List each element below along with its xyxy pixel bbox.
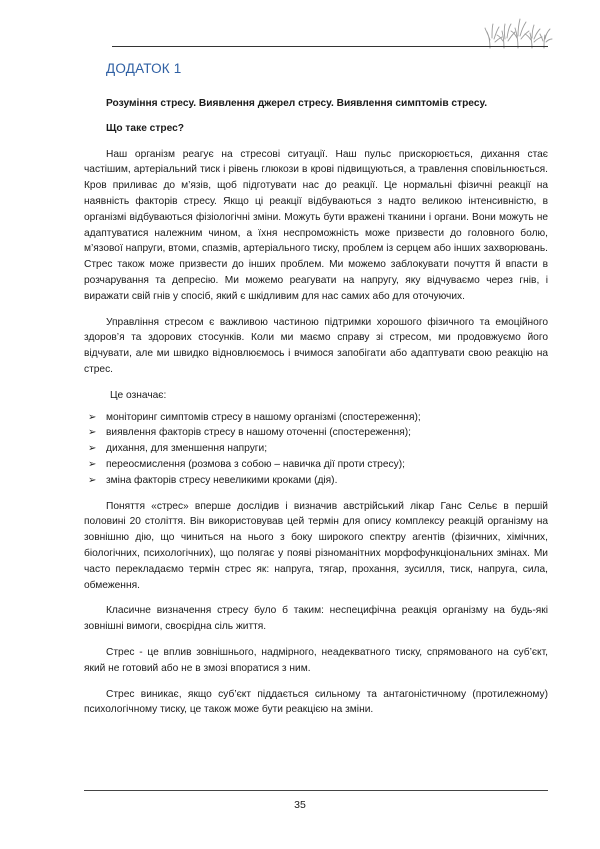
appendix-title: ДОДАТОК 1: [106, 61, 182, 76]
arrow-bullet-icon: ➢: [88, 411, 97, 423]
main-heading: Розуміння стресу. Виявлення джерел стресу. Виявлення симптомів стресу.: [106, 98, 488, 109]
arrow-bullet-icon: ➢: [88, 474, 97, 486]
paragraph-external-pressure: Стрес - це вплив зовнішнього, надмірного, неадекватного тиску, спрямованого на суб’єкт, який не готовий або не в змозі впоратися з ним.: [84, 646, 548, 674]
paragraph-stress-management: Управління стресом є важливою частиною підтримки хорошого фізичного та емоційного здоров’я та здорових стосунків. Коли ми маємо справу зі стресом, ми продовжуємо його відчувати, але ми швидко відновлюємось і вчимося запобігати або адаптувати свою реакцію на стрес.: [84, 316, 548, 375]
paragraph-body-reaction: Наш організм реагує на стресові ситуації. Наш пульс прискорюється, дихання стає частішим, артеріальний тиск і рівень глюкози в крові підвищуються, а травлення сповільнюється. Кров приливає до м’язів, щоб підготувати нас до реакції. Це нормальні фізичні реакції на наявність факторів стресу. Якщо ці реакції відбуваються з надто великою інтенсивністю, в організмі відбуваються фізіологічні зміни. Можуть бути вражені тканини і органи. Вони можуть не адаптуватися належним чином, а їхня неспроможність може призвести до головного болю, м’язової напруги, втоми, спазмів, артеріального тиску, проблем із серцем або інших захворювань. Стрес також може призвести до інших проблем. Ми можемо заблокувати почуття й впасти в розчарування та депресію. Ми можемо реагувати на напругу, яку відчуваємо через гнів, і виражати свій гнів у спосіб, який є шкідливим для нас самих або для оточуючих.: [84, 148, 548, 302]
means-label: Це означає:: [110, 389, 167, 401]
question-heading: Що таке стрес?: [106, 122, 184, 134]
hands-doodle-icon: [484, 14, 554, 50]
bullet-list: [84, 410, 548, 489]
header-rule: [112, 46, 548, 47]
paragraph-selye: Поняття «стрес» вперше дослідив і визначив австрійський лікар Ганс Сельє в першій половині 20 століття. Він використовував цей термін для опису комплексу реакцій організму на зовнішню дію, що чиниться на нього з боку широкого спектру агентів (фізичних, хімічних, біологічних, психологічних), що полягає у появі різноманітних морфофункціональних змінах. Ми часто перекладаємо термін стрес як: напруга, тягар, прохання, зусилля, тиск, напруга, сила, обмеження.: [84, 500, 548, 591]
list-item: ➢ виявлення факторів стресу в нашому оточенні (спостереження);: [84, 425, 548, 441]
paragraph-classic-definition: Класичне визначення стресу було б таким: неспецифічна реакція організму на будь-які зовнішні вимоги, своєрідна сіль життя.: [84, 605, 548, 633]
list-item: ➢ зміна факторів стресу невеликими кроками (дія).: [84, 473, 548, 489]
list-item: ➢ переосмислення (розмова з собою – навичка дії проти стресу);: [84, 457, 548, 473]
list-item: ➢ моніторинг симптомів стресу в нашому організмі (спостереження);: [84, 410, 548, 426]
list-item: ➢ дихання, для зменшення напруги;: [84, 441, 548, 457]
main-content: [84, 96, 548, 718]
page-number: 35: [294, 799, 306, 811]
arrow-bullet-icon: ➢: [88, 458, 97, 470]
arrow-bullet-icon: ➢: [88, 443, 97, 455]
arrow-bullet-icon: ➢: [88, 427, 97, 439]
paragraph-antagonistic-pressure: Стрес виникає, якщо суб’єкт піддається сильному та антагоністичному (протилежному) психологічному тиску, це також може бути реакцією на зміни.: [84, 688, 548, 716]
footer-rule: [84, 790, 548, 791]
